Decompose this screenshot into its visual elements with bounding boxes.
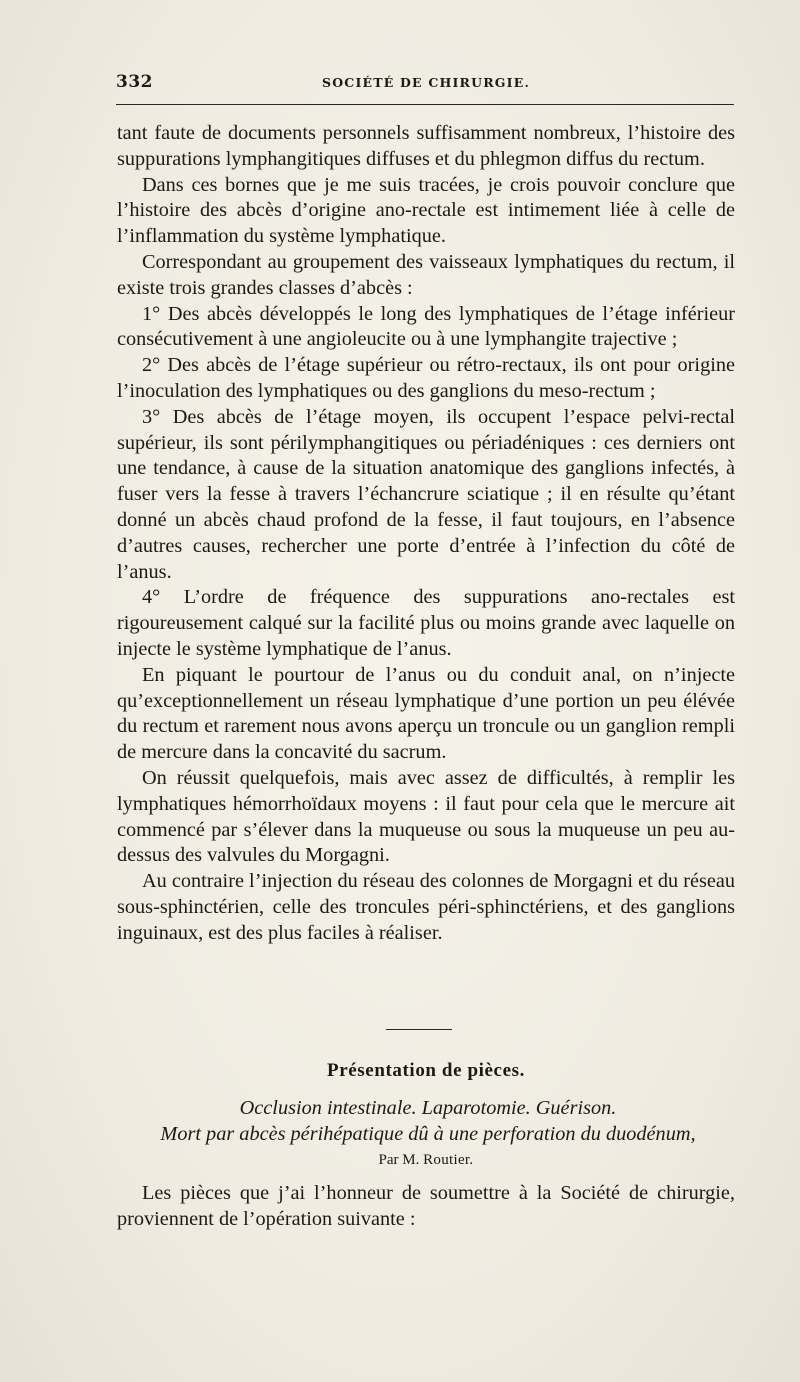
paragraph: Correspondant au groupement des vaisseaux lymphatiques du rectum, il existe trois grandes classes d’abcès : bbox=[117, 250, 735, 299]
case-title-line: Mort par abcès périhépatique dû à une perforation du duodénum, bbox=[160, 1122, 696, 1145]
section-divider bbox=[386, 1029, 452, 1030]
page-header bbox=[116, 72, 736, 100]
running-title: SOCIÉTÉ DE CHIRURGIE. bbox=[321, 75, 531, 90]
paragraph: En piquant le pourtour de l’anus ou du conduit anal, on n’injecte qu’exceptionnellement un réseau lymphatique d’une portion un peu élévée du rectum et rarement nous avons aperçu un troncule ou un ganglion rempli de mercure dans la concavité du sacrum. bbox=[117, 663, 735, 764]
case-title bbox=[108, 1096, 748, 1147]
case-title-line: Occlusion intestinale. Laparotomie. Guérison. bbox=[239, 1097, 617, 1119]
paragraph: 3° Des abcès de l’étage moyen, ils occupent l’espace pelvi-rectal supérieur, ils sont périlymphangitiques ou périadéniques : ces derniers ont une tendance, à cause de la situation anatomique des ganglions infectés, à fuser vers la fesse à travers l’échancrure sciatique ; il en résulte qu’étant donné un abcès chaud profond de la fesse, il faut toujours, en l’absence d’autres causes, rechercher une porte d’entrée à l’infection du côté de l’anus. bbox=[117, 405, 735, 583]
section-heading: Présentation de pièces. bbox=[327, 1060, 525, 1081]
paragraph: 2° Des abcès de l’étage supérieur ou rétro-rectaux, ils ont pour origine l’inoculation des lymphatiques ou des ganglions du meso-rectum ; bbox=[117, 354, 735, 402]
body-text bbox=[117, 121, 735, 947]
author-line bbox=[117, 1152, 735, 1169]
closing-text bbox=[117, 1181, 735, 1233]
paragraph: 4° L’ordre de fréquence des suppurations ano-rectales est rigoureusement calqué sur la facilité plus ou moins grande avec laquelle on injecte le système lymphatique de l’anus. bbox=[117, 586, 735, 660]
paragraph: Au contraire l’injection du réseau des colonnes de Morgagni et du réseau sous-sphinctérien, celle des troncules péri-sphinctériens, et des ganglions inguinaux, est des plus faciles à réaliser. bbox=[117, 870, 735, 944]
page-number: 332 bbox=[116, 72, 153, 92]
header-rule bbox=[116, 104, 734, 105]
author-name: Routier. bbox=[423, 1152, 474, 1168]
paragraph: 1° Des abcès développés le long des lymphatiques de l’étage inférieur consécutivement à une angioleucite ou à une lymphangite trajective ; bbox=[117, 302, 735, 351]
author-prefix: Par M. bbox=[378, 1152, 420, 1168]
paragraph: Dans ces bornes que je me suis tracées, je crois pouvoir conclure que l’histoire des abcès d’origine ano-rectale est intimement liée à celle de l’inflammation du système lymphatique. bbox=[117, 173, 735, 248]
paragraph: On réussit quelquefois, mais avec assez de difficultés, à remplir les lymphatiques hémorrhoïdaux moyens : il faut pour cela que le mercure ait commencé par s’élever dans la muqueuse ou sous la muqueuse un peu au-dessus des valvules du Morgagni. bbox=[117, 766, 735, 867]
paragraph: tant faute de documents personnels suffisamment nombreux, l’histoire des suppurations lymphangitiques diffuses et du phlegmon diffus du rectum. bbox=[117, 122, 735, 170]
paragraph: Les pièces que j’ai l’honneur de soumettre à la Société de chirurgie, proviennent de l’opération suivante : bbox=[117, 1182, 735, 1230]
